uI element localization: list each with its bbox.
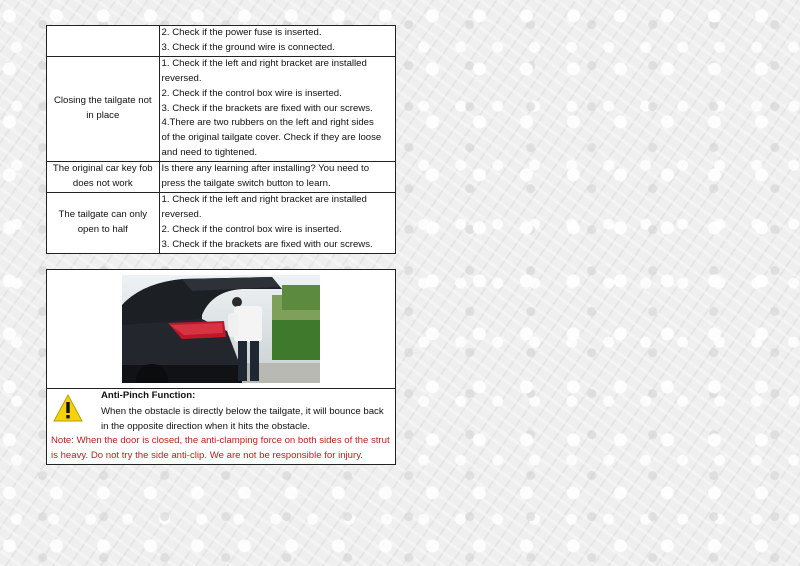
solution-line: 1. Check if the left and right bracket are installed xyxy=(161,193,367,205)
table-row xyxy=(47,192,396,253)
panel-divider xyxy=(47,388,395,389)
solution-line: 1. Check if the left and right bracket are installed xyxy=(161,57,367,69)
anti-pinch-note: Note: When the door is closed, the anti-clamping force on both sides of the strut is heavy. Do not try the side anti-clip. We are not be responsible for injury. xyxy=(51,435,390,461)
table-row xyxy=(47,162,396,193)
solution-cell xyxy=(159,56,395,161)
solution-line: 4.There are two rubbers on the left and right sides xyxy=(161,117,374,129)
solution-line: and need to tightened. xyxy=(161,147,258,159)
solution-line: Is there any learning after installing? You need to xyxy=(161,163,370,175)
solution-line: 3. Check if the ground wire is connected. xyxy=(161,41,335,53)
table-row xyxy=(47,56,396,161)
fault-cell: The tailgate can only open to half xyxy=(47,192,160,253)
solution-line: press the tailgate switch button to learn. xyxy=(161,178,331,190)
anti-pinch-panel xyxy=(46,269,396,465)
solution-line: of the original tailgate cover. Check if they are loose xyxy=(161,132,382,144)
solution-line: reversed. xyxy=(161,208,202,220)
fault-cell: The original car key fob does not work xyxy=(47,162,160,193)
anti-pinch-description: When the obstacle is directly below the tailgate, it will bounce back in the opposite direction when it hits the obstacle. xyxy=(101,406,384,432)
tailgate-photo xyxy=(122,275,320,383)
fault-cell: Closing the tailgate not in place xyxy=(47,56,160,161)
solution-line: 2. Check if the control box wire is inserted. xyxy=(161,223,342,235)
solution-cell xyxy=(159,162,395,193)
solution-line: 2. Check if the power fuse is inserted. xyxy=(161,27,322,38)
fault-cell xyxy=(47,26,160,57)
table-row xyxy=(47,26,396,57)
solution-line: 3. Check if the brackets are fixed with our screws. xyxy=(161,102,373,114)
solution-cell xyxy=(159,192,395,253)
troubleshooting-table xyxy=(46,25,396,254)
solution-line: reversed. xyxy=(161,72,202,84)
solution-line: 2. Check if the control box wire is inserted. xyxy=(161,87,342,99)
anti-pinch-title: Anti-Pinch Function: xyxy=(101,390,196,401)
solution-cell xyxy=(159,26,395,57)
solution-line: 3. Check if the brackets are fixed with our screws. xyxy=(161,238,373,250)
warning-triangle-icon xyxy=(53,394,83,422)
